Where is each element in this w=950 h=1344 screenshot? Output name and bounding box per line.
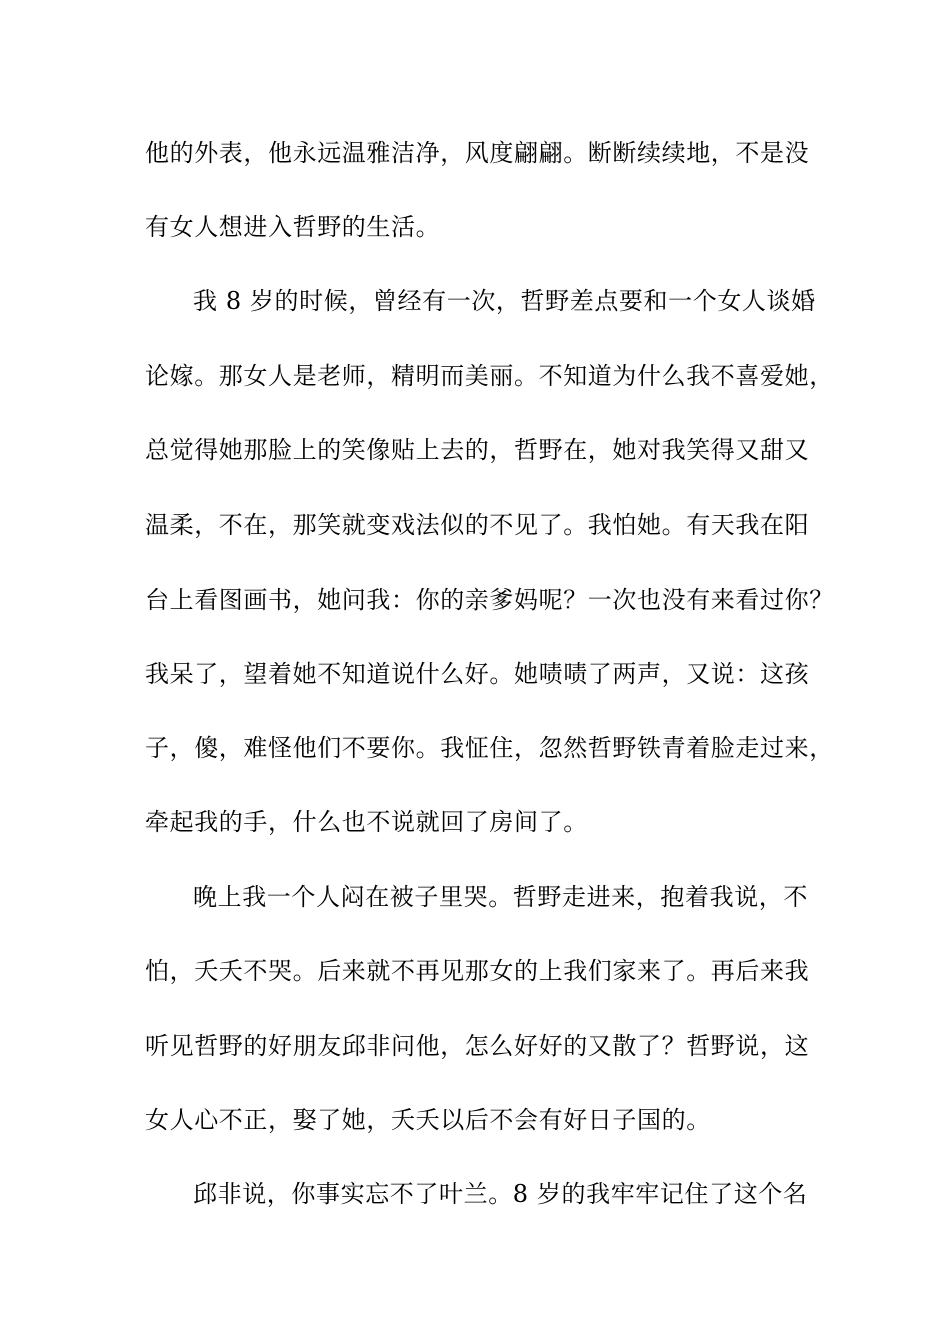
text-line: 总觉得她那脸上的笑像贴上去的，哲野在，她对我笑得又甜又 (145, 436, 810, 464)
text-line: 女人心不正，娶了她，夭夭以后不会有好日子国的。 (145, 1106, 711, 1134)
text-line: 牵起我的手，什么也不说就回了房间了。 (145, 808, 588, 836)
text-line: 有女人想进入哲野的生活。 (145, 213, 441, 241)
text-line: 温柔，不在，那笑就变戏法似的不见了。我怕她。有天我在阳 (145, 511, 810, 539)
text-line: 论嫁。那女人是老师，精明而美丽。不知道为什么我不喜爱她， (145, 362, 834, 390)
text-line: 我呆了，望着她不知道说什么好。她啧啧了两声，又说：这孩 (145, 660, 810, 688)
paragraph-first-line: 我 8 岁的时候，曾经有一次，哲野差点要和一个女人谈婚 (193, 287, 816, 315)
paragraph-first-line: 晚上我一个人闷在被子里哭。哲野走进来，抱着我说，不 (193, 883, 808, 911)
text-line: 听见哲野的好朋友邱非问他，怎么好好的又散了？哲野说，这 (145, 1032, 810, 1060)
paragraph-first-line: 邱非说，你事实忘不了叶兰。8 岁的我牢牢记住了这个名 (193, 1180, 808, 1208)
text-line: 台上看图画书，她问我：你的亲爹妈呢？一次也没有来看过你？ (145, 586, 834, 614)
text-line: 他的外表，他永远温雅洁净，风度翩翩。断断续续地，不是没 (145, 139, 810, 167)
text-line: 怕，夭夭不哭。后来就不再见那女的上我们家来了。再后来我 (145, 957, 810, 985)
text-line: 子，傻，难怪他们不要你。我怔住，忽然哲野铁青着脸走过来， (145, 734, 834, 762)
